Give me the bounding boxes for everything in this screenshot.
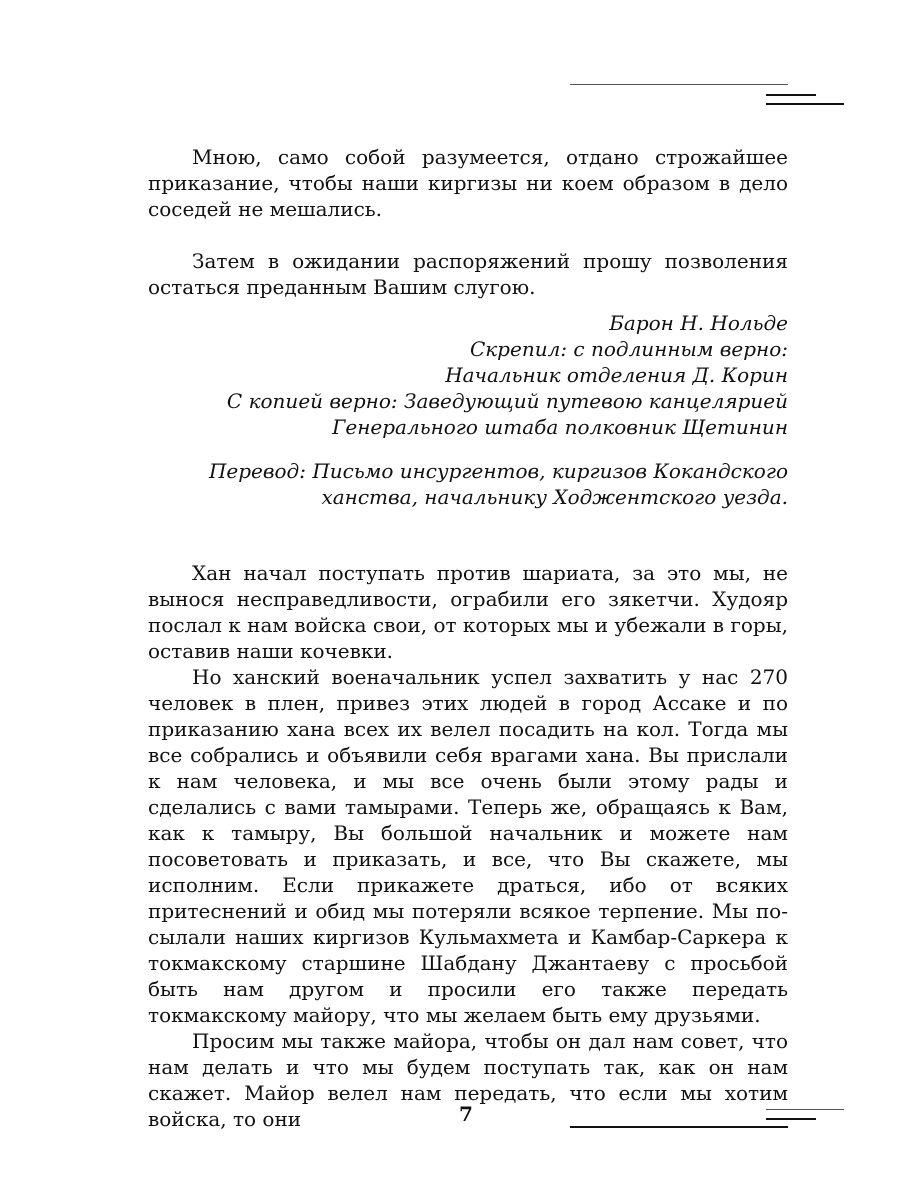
signature-line: Барон Н. Нольде (609, 311, 788, 335)
letter-paragraph: Просим мы также майора, чтобы он дал нам совет, что нам делать и что мы будем поступать так, как он нам скажет. Майор велел нам передать, что если мы хотим войска, то они (148, 1029, 788, 1131)
letter-paragraph: Хан начал поступать против шариата, за это мы, не вынося несправедливости, ограбили его зякетчи. Худояр послал к нам войска свои, от которых мы и убежали в горы, оставив наши кочевки. (148, 561, 789, 663)
letter-body (148, 560, 788, 1132)
signature-line: С копией верно: Заведующий путевою канцелярией (226, 389, 788, 413)
signature-line: Скрепил: с подлинным верно: (469, 337, 788, 361)
header-rule-short-lower (766, 103, 844, 105)
translation-heading (148, 458, 788, 510)
page-body (148, 144, 788, 1132)
paragraph-order: Мною, само собой разумеется, отдано строжайшее приказание, чтобы наши киргизы ни коем образом в дело соседей не мешались. (148, 145, 788, 221)
signature-line: Начальник отделения Д. Корин (445, 363, 788, 387)
page-number: 7 (459, 1102, 473, 1126)
header-rule-short-upper (766, 94, 816, 96)
footer-rule-long (570, 1126, 788, 1128)
header-rule-long (570, 84, 788, 85)
signature-block (148, 310, 788, 440)
translation-heading-line: ханства, начальнику Ходжентского уезда. (321, 485, 788, 509)
footer-rule-short-upper (766, 1109, 844, 1110)
translation-heading-line: Перевод: Письмо инсургентов, киргизов Кокандского (208, 459, 788, 483)
signature-line: Генерального штаба полковник Щетинин (332, 415, 788, 439)
paragraph-closing: Затем в ожидании распоряжений прошу позволения остаться преданным Вашим слугою. (148, 249, 788, 299)
footer-rule-short-lower (766, 1118, 816, 1120)
letter-paragraph: Но ханский военачальник успел захватить у нас 270 человек в плен, привез этих людей в город Ассаке и по приказанию хана всех их велел посадить на кол. Тогда мы все собрались и объявили себя врагами хана. Вы прислали к нам человека, и мы все очень были этому рады и сделались с вами тамырами. Теперь же, обращаясь к Вам, как к тамыру, Вы большой начальник и можете нам посоветовать и приказать, и все, что Вы скажете, мы исполним. Если прикажете драться, ибо от всяких притеснений и обид мы потеряли всякое терпение. Мы посылали наших киргизов Кульмахмета и Камбар-Саркера к токмакскому старшине Шабдану Джантаеву с просьбой быть нам другом и просили его также передать токмакскому майору, что мы желаем быть ему друзьями. (148, 665, 788, 1027)
